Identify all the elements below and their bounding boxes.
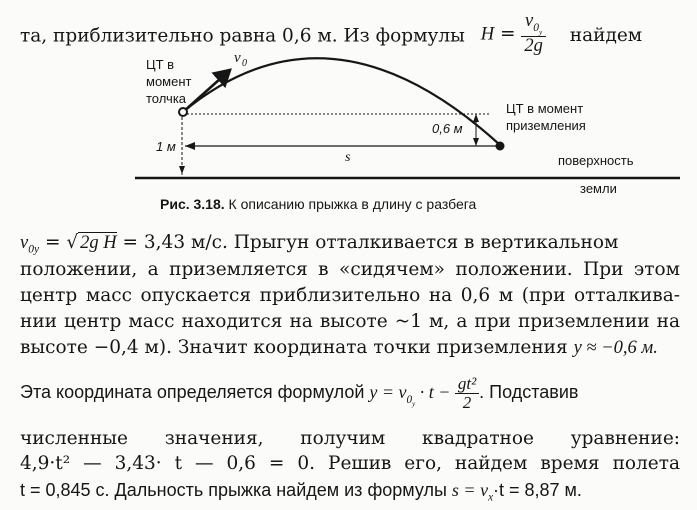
label-06m: 0,6 м [432, 121, 463, 136]
text-line-10: t = 0,845 с. Дальность прыжка найдем из формулы $s = v_x\cdot t = 8,87$ м. [20, 480, 582, 504]
formula-y-fraction: $\frac{\text{gt²}}{2}$ [455, 375, 479, 412]
text-line-8: численные значения, получим квадратное уравнение: [20, 428, 680, 449]
svg-text:v 0 [234, 50, 247, 69]
text-line-3: положении, а приземляется в «сидячем» положении. При этом [20, 259, 680, 280]
text-line-6: высоте −0,4 м). Значит координата точки приземления y ≈ −0,6 м. [20, 337, 658, 358]
landing-point [496, 142, 505, 151]
svg-text:ЦТ в момент толчка [146, 57, 195, 106]
text-line-9: 4,9·t² — 3,43· t — 0,6 = 0. Решив его, найдем время полета [20, 453, 680, 474]
text-line-1-end: найдем [569, 25, 643, 47]
label-1m: 1 м [156, 139, 176, 154]
label-takeoff-2: момент [146, 74, 192, 89]
figure-caption [160, 196, 630, 212]
label-s: s [345, 150, 351, 165]
caption-text: К описанию прыжка в длину с разбега [228, 196, 477, 212]
text-line-1-start: та, приблизительно равна 0,6 м. Из формулы [20, 25, 465, 47]
label-takeoff-3: толчка [146, 91, 187, 106]
label-v0: v [234, 50, 241, 66]
label-landing-2: приземления [506, 118, 586, 133]
label-landing-1: ЦТ в момент [506, 101, 584, 116]
label-takeoff-1: ЦТ в [146, 57, 175, 72]
text-line-7: Эта координата определяется формулой $y = v_{0_y} \cdot t$ − $\frac{\text{gt²}}{2}$ . Подставив [20, 374, 579, 412]
formula-y: $y = v_{0_y} \cdot t$ − [369, 382, 451, 408]
svg-text:ЦТ в момент приземления [506, 101, 587, 133]
text-line-2: $v_{0y}$ = √ 2g H = 3,43 м/с. Прыгун отталкивается в вертикальном [20, 232, 619, 256]
jump-diagram [0, 0, 697, 200]
caption-prefix: Рис. 3.18. [160, 196, 225, 212]
takeoff-point [179, 108, 187, 116]
formula-h-fraction: $\frac{v_{0_y}}{2g}$ [521, 12, 546, 57]
label-ground-2: земли [580, 181, 617, 196]
formula-h: H = $\frac{v_{0_y}}{2g}$ [481, 12, 546, 57]
text-line-4: центр масс опускается приблизительно на 0,6 м (при отталкива- [20, 285, 680, 306]
label-v0-sub: 0 [242, 58, 247, 69]
sqrt-expression: 2g H [80, 233, 117, 253]
svg-text:поверхность земли [558, 153, 637, 196]
label-ground-1: поверхность [558, 153, 634, 168]
text-line-5: нии центр масс находится на высоте ~1 м, а при приземлении на [20, 311, 680, 332]
